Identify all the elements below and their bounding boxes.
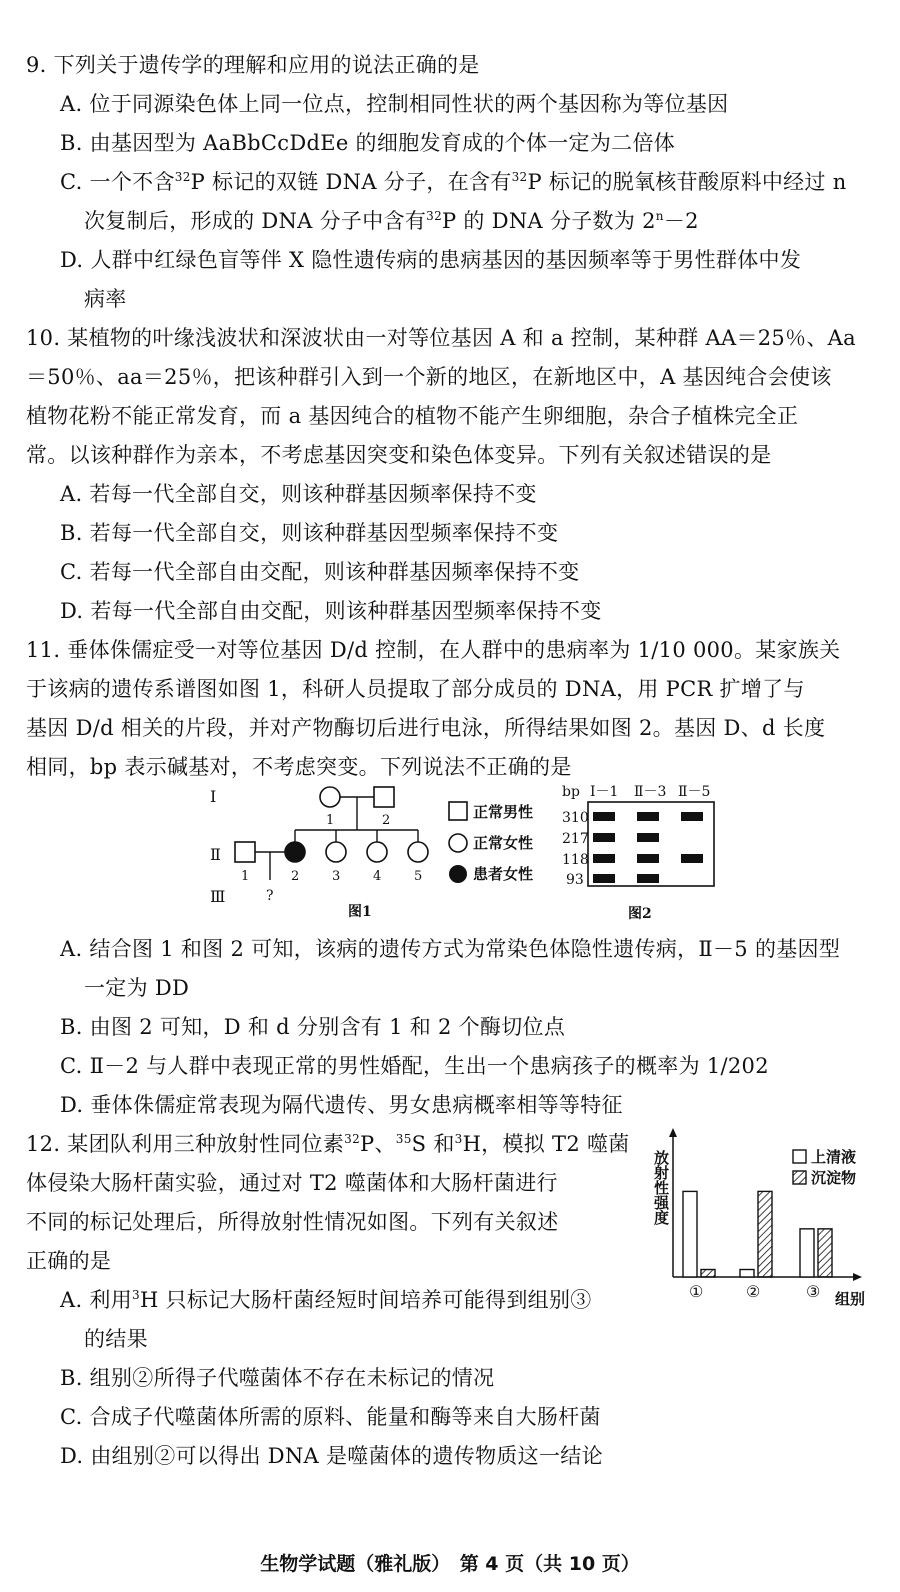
q12-option-a-line1: A. 利用$^3$H 只标记大肠杆菌经短时间培养可能得到组别③	[60, 1288, 592, 1312]
chart-x-ticks	[689, 1282, 820, 1301]
legend-female-symbol	[449, 834, 467, 852]
legend-male-label: 正常男性	[473, 803, 534, 821]
gel-band-lane2-310bp	[637, 812, 659, 821]
q11-stem-line2: 于该病的遗传系谱图如图 1，科研人员提取了部分成员的 DNA，用 PCR 扩增了与	[26, 677, 805, 701]
q9-option-a: A. 位于同源染色体上同一位点，控制相同性状的两个基因称为等位基因	[60, 92, 729, 116]
x-tick-group3: ③	[806, 1282, 821, 1301]
gel-band-lane2-93bp	[637, 874, 659, 883]
size-118: 118	[562, 852, 589, 868]
q10-option-b: B. 若每一代全部自交，则该种群基因型频率保持不变	[60, 521, 559, 545]
pedigree-female-II3	[326, 842, 346, 862]
electrophoresis-figure	[560, 778, 720, 930]
q12-stem-line2: 体侵染大肠杆菌实验，通过对 T2 噬菌体和大肠杆菌进行	[26, 1171, 558, 1195]
q11-option-c: C. Ⅱ－2 与人群中表现正常的男性婚配，生出一个患病孩子的概率为 1/202	[60, 1054, 769, 1078]
id-II1: 1	[241, 869, 250, 884]
q9-stem: 9. 下列关于遗传学的理解和应用的说法正确的是	[26, 53, 480, 77]
figure2-caption: 图2	[628, 906, 652, 922]
q9-option-c-line2: 次复制后，形成的 DNA 分子中含有$^{32}$P 的 DNA 分子数为 $2^n-2$	[84, 209, 699, 233]
y-axis-label: 放射性强度	[652, 1150, 670, 1225]
q12-stem-line1: 12. 某团队利用三种放射性同位素$^{32}$P、$^{35}$S 和$^3$H，模拟 T2 噬菌	[26, 1132, 630, 1156]
bp-label: bp	[562, 784, 580, 800]
legend-female-label: 正常女性	[473, 834, 534, 852]
q12-option-c: C. 合成子代噬菌体所需的原料、能量和酶等来自大肠杆菌	[60, 1405, 601, 1429]
q11-stem-line1: 11. 垂体侏儒症受一对等位基因 D/d 控制，在人群中的患病率为 1/10 000。某家族关	[26, 638, 841, 662]
y-axis-arrow	[669, 1128, 677, 1137]
bar-precipitate-group2	[758, 1191, 772, 1277]
q10-option-d: D. 若每一代全部自由交配，则该种群基因型频率保持不变	[60, 599, 602, 623]
q9-option-d-line2: 病率	[84, 287, 127, 311]
gel-band-lane1-93bp	[593, 874, 615, 883]
id-I2: 2	[382, 813, 391, 828]
gel-band-lane1-310bp	[593, 812, 615, 821]
q12-option-d: D. 由组别②可以得出 DNA 是噬菌体的遗传物质这一结论	[60, 1444, 603, 1468]
bar-supernatant-group1	[683, 1191, 697, 1277]
pedigree-female-II5	[408, 842, 428, 862]
q10-option-a: A. 若每一代全部自交，则该种群基因频率保持不变	[60, 482, 537, 506]
gel-band-lane3-118bp	[681, 854, 703, 863]
lane-label-II5: Ⅱ－5	[678, 784, 711, 800]
lane-label-II3: Ⅱ－3	[634, 784, 667, 800]
legend-precipitate-swatch	[793, 1171, 806, 1184]
gel-band-lane2-118bp	[637, 854, 659, 863]
pedigree-figure	[200, 780, 560, 930]
q12-stem-line4: 正确的是	[26, 1249, 112, 1273]
figure1-caption: 图1	[348, 904, 372, 920]
q11-option-b: B. 由图 2 可知，D 和 d 分别含有 1 和 2 个酶切位点	[60, 1015, 566, 1039]
lane-label-I1: Ⅰ－1	[590, 784, 619, 800]
pedigree-female-I1	[320, 787, 340, 807]
legend-affected-symbol	[449, 865, 467, 883]
q10-option-c: C. 若每一代全部自由交配，则该种群基因频率保持不变	[60, 560, 580, 584]
generation-label-1: Ⅰ	[210, 787, 217, 806]
pedigree-male-I2	[374, 787, 394, 807]
size-310: 310	[562, 810, 589, 826]
legend-precipitate-label: 沉淀物	[811, 1169, 857, 1187]
q10-stem-line2: ＝50％、aa＝25％，把该种群引入到一个新的地区，在新地区中，A 基因纯合会使该	[26, 365, 832, 389]
q11-option-a-line1: A. 结合图 1 和图 2 可知，该病的遗传方式为常染色体隐性遗传病，Ⅱ－5 的基因型	[60, 937, 841, 961]
id-II4: 4	[373, 869, 382, 884]
size-93: 93	[566, 872, 584, 888]
gel-band-lane1-118bp	[593, 854, 615, 863]
x-axis-arrow	[853, 1273, 862, 1281]
pedigree-male-II1	[235, 842, 255, 862]
legend-affected-label: 患者女性	[473, 865, 534, 883]
q9-option-b: B. 由基因型为 AaBbCcDdEe 的细胞发育成的个体一定为二倍体	[60, 131, 676, 155]
legend-male-symbol	[449, 802, 467, 820]
q9-option-c-line1: C. 一个不含$^{32}$P 标记的双链 DNA 分子，在含有$^{32}$P 标记的脱氧核苷酸原料中经过 n	[60, 170, 847, 194]
q10-stem-line1: 10. 某植物的叶缘浅波状和深波状由一对等位基因 A 和 a 控制，某种群 AA＝25％、Aa	[26, 326, 856, 350]
gel-band-lane1-217bp	[593, 833, 615, 842]
q12-option-a-line2: 的结果	[84, 1327, 148, 1351]
bar-precipitate-group3	[818, 1229, 832, 1277]
x-axis-label: 组别	[835, 1290, 866, 1308]
chart-bars	[683, 1191, 832, 1277]
x-tick-group2: ②	[746, 1282, 761, 1301]
q12-stem-line3: 不同的标记处理后，所得放射性情况如图。下列有关叙述	[26, 1210, 559, 1234]
radioactivity-chart	[645, 1125, 880, 1310]
id-II3: 3	[332, 869, 341, 884]
id-I1: 1	[326, 813, 335, 828]
q11-option-d: D. 垂体侏儒症常表现为隔代遗传、男女患病概率相等等特征	[60, 1093, 623, 1117]
x-tick-group1: ①	[689, 1282, 704, 1301]
bar-supernatant-group3	[800, 1229, 814, 1277]
pedigree-affected-female-II2	[285, 842, 305, 862]
legend-supernatant-swatch	[793, 1150, 806, 1163]
bar-supernatant-group2	[740, 1270, 754, 1277]
bar-precipitate-group1	[701, 1270, 715, 1277]
q10-stem-line3: 植物花粉不能正常发育，而 a 基因纯合的植物不能产生卵细胞，杂合子植株完全正	[26, 404, 799, 428]
gel-band-lane3-310bp	[681, 812, 703, 821]
q12-option-b: B. 组别②所得子代噬菌体不存在未标记的情况	[60, 1366, 495, 1390]
generation-label-3: Ⅲ	[210, 887, 226, 906]
size-217: 217	[562, 831, 589, 847]
unknown-child: ?	[266, 888, 274, 904]
q11-stem-line4: 相同，bp 表示碱基对，不考虑突变。下列说法不正确的是	[26, 755, 572, 779]
q9-option-d-line1: D. 人群中红绿色盲等伴 X 隐性遗传病的患病基因的基因频率等于男性群体中发	[60, 248, 802, 272]
generation-label-2: Ⅱ	[210, 845, 221, 864]
q11-option-a-line2: 一定为 DD	[84, 976, 190, 1000]
q10-stem-line4: 常。以该种群作为亲本，不考虑基因突变和染色体变异。下列有关叙述错误的是	[26, 443, 772, 467]
id-II2: 2	[291, 869, 300, 884]
page-footer: 生物学试题（雅礼版） 第 4 页（共 10 页）	[260, 1553, 640, 1575]
gel-band-lane2-217bp	[637, 833, 659, 842]
pedigree-female-II4	[367, 842, 387, 862]
id-II5: 5	[414, 869, 423, 884]
legend-supernatant-label: 上清液	[811, 1148, 857, 1166]
q11-stem-line3: 基因 D/d 相关的片段，并对产物酶切后进行电泳，所得结果如图 2。基因 D、d 长度	[26, 716, 826, 740]
